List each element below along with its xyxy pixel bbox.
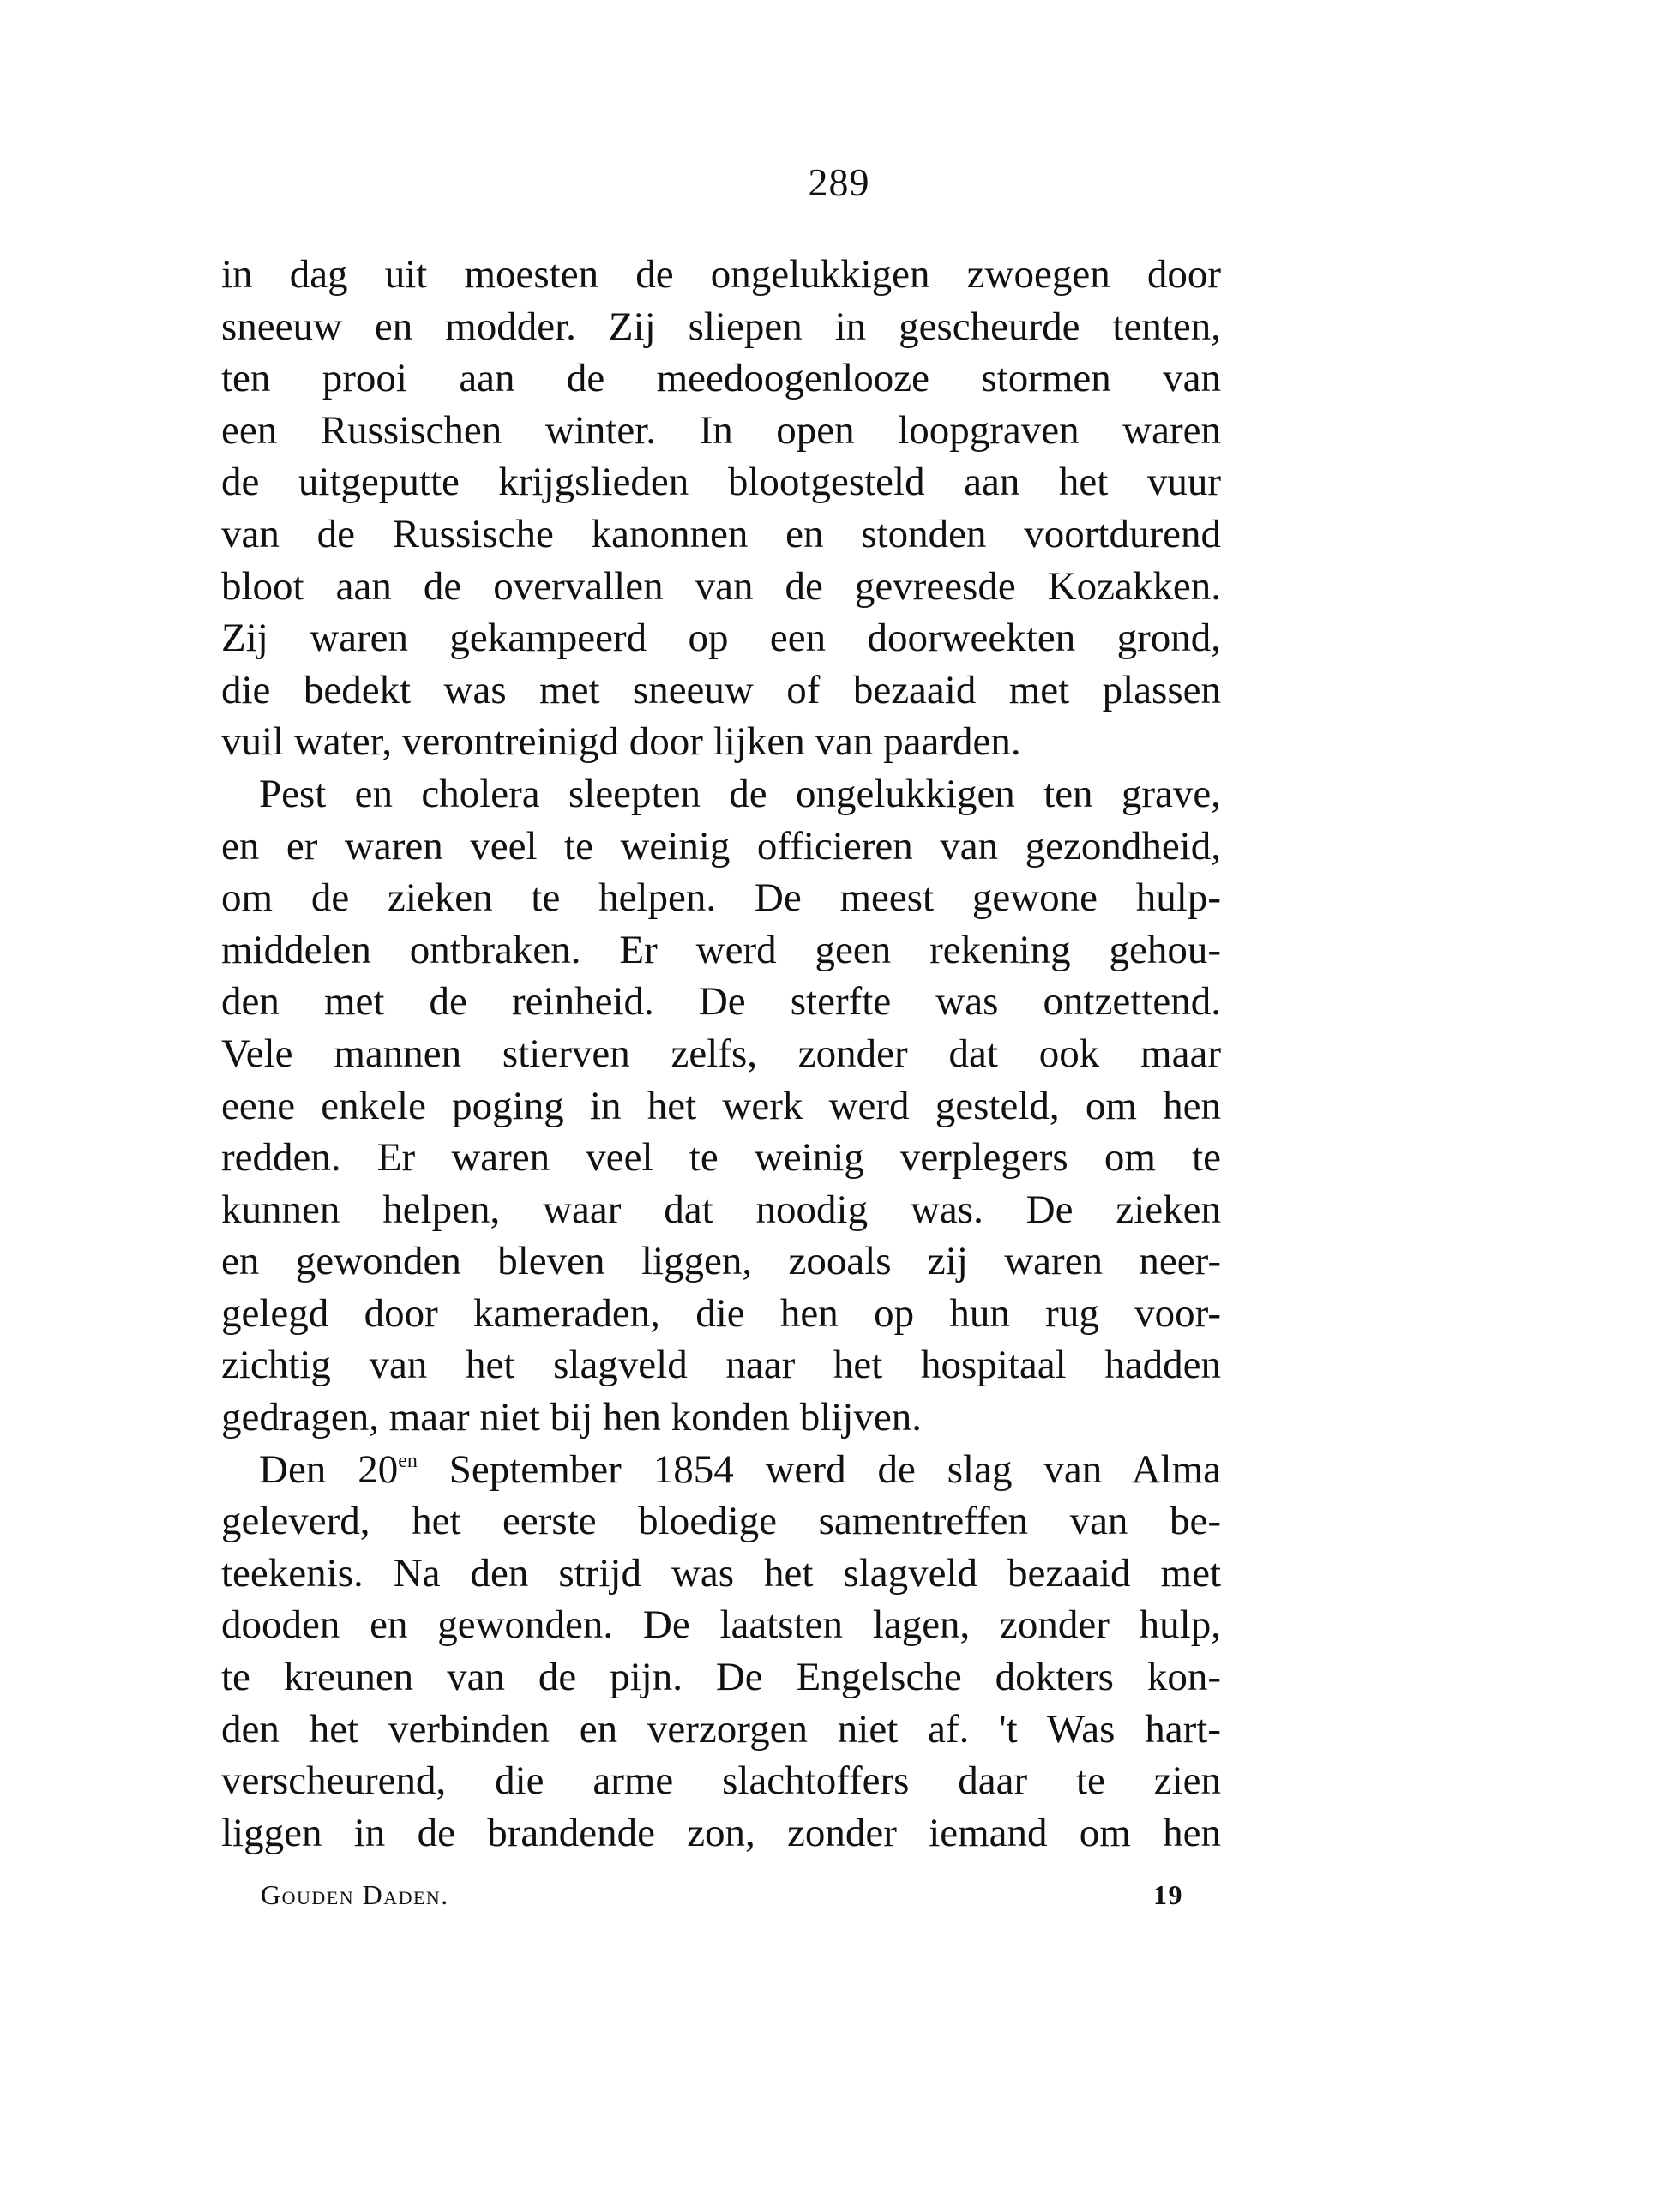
text-line: den met de reinheid. De sterfte was ontzettend. bbox=[221, 979, 1221, 1025]
text-line: kunnen helpen, waar dat noodig was. De zieken bbox=[221, 1187, 1221, 1232]
text-line: Zij waren gekampeerd op een doorweekten grond, bbox=[221, 616, 1221, 661]
text-line: dooden en gewonden. De laatsten lagen, zonder hulp, bbox=[221, 1602, 1221, 1648]
text-line: gelegd door kameraden, die hen op hun rug voor- bbox=[221, 1290, 1221, 1336]
text-line: bloot aan de overvallen van de gevreesde Kozakken. bbox=[221, 563, 1221, 609]
text-line: verscheurend, die arme slachtoffers daar te zien bbox=[221, 1758, 1221, 1804]
text-line: de uitgeputte krijgslieden blootgesteld aan het vuur bbox=[221, 460, 1221, 505]
text-line: gedragen, maar niet bij hen konden blijven. bbox=[221, 1395, 923, 1440]
book-title: Gouden Daden. bbox=[261, 1879, 449, 1910]
signature-mark: 19 bbox=[1153, 1879, 1183, 1910]
paragraph bbox=[221, 768, 1221, 1444]
text-line: eene enkele poging in het werk werd gesteld, om hen bbox=[221, 1083, 1221, 1128]
text-line: Pest en cholera sleepten de ongelukkigen ten grave, bbox=[259, 771, 1221, 816]
text-line: teekenis. Na den strijd was het slagveld bezaaid met bbox=[221, 1550, 1221, 1596]
paragraph bbox=[221, 249, 1221, 768]
text-line bbox=[221, 1444, 1221, 1496]
text-line: liggen in de brandende zon, zonder iemand om hen bbox=[221, 1810, 1221, 1855]
text-line: geleverd, het eerste bloedige samentreffen van be- bbox=[221, 1499, 1221, 1544]
text-line: Vele mannen stierven zelfs, zonder dat ook maar bbox=[221, 1031, 1221, 1076]
text-line: in dag uit moesten de ongelukkigen zwoegen door bbox=[221, 252, 1221, 297]
ordinal-suffix: en bbox=[398, 1449, 418, 1472]
text-line: ten prooi aan de meedoogenlooze stormen van bbox=[221, 356, 1221, 401]
text-line: die bedekt was met sneeuw of bezaaid met plassen bbox=[221, 667, 1221, 712]
text-line: sneeuw en modder. Zij sliepen in gescheurde tenten, bbox=[221, 304, 1221, 349]
paragraph bbox=[221, 1444, 1221, 1860]
text-line: te kreunen van de pijn. De Engelsche dokters kon- bbox=[221, 1655, 1221, 1700]
text-run: September 1854 werd de slag van Alma bbox=[417, 1446, 1221, 1492]
text-line: vuil water, verontreinigd door lijken van paarden. bbox=[221, 719, 1021, 765]
text-line: en er waren veel te weinig officieren van gezondheid, bbox=[221, 823, 1221, 869]
date-text: Den 20 bbox=[259, 1446, 399, 1492]
text-line: zichtig van het slagveld naar het hospitaal hadden bbox=[221, 1343, 1221, 1388]
text-line: den het verbinden en verzorgen niet af. 't Was hart- bbox=[221, 1706, 1221, 1752]
page-number: 289 bbox=[808, 160, 870, 204]
text-line: en gewonden bleven liggen, zooals zij waren neer- bbox=[221, 1239, 1221, 1284]
text-line: redden. Er waren veel te weinig verplegers om te bbox=[221, 1135, 1221, 1181]
text-line: van de Russische kanonnen en stonden voortdurend bbox=[221, 511, 1221, 556]
text-line: om de zieken te helpen. De meest gewone hulp- bbox=[221, 875, 1221, 921]
page-footer bbox=[221, 1879, 1190, 1922]
text-line: een Russischen winter. In open loopgraven waren bbox=[221, 407, 1221, 453]
body-text bbox=[221, 249, 1221, 1859]
text-line: middelen ontbraken. Er werd geen rekening gehou- bbox=[221, 927, 1221, 972]
